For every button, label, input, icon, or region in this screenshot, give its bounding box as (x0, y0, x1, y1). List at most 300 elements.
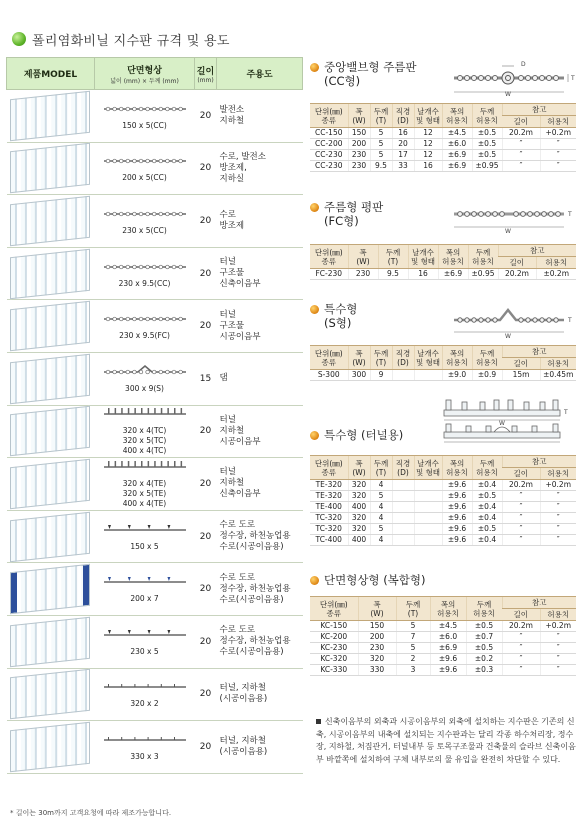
spec-cell: ″ (540, 513, 576, 524)
cross-section-rib (134, 408, 136, 414)
header-use: 주용도 (217, 58, 303, 90)
fc-w-label: W (505, 228, 511, 234)
cross-section-rib (139, 212, 143, 216)
cross-section-rib (174, 684, 175, 687)
cross-section-rib (141, 408, 143, 414)
cross-section-rib (159, 265, 163, 269)
tunnel-w-label: W (499, 420, 505, 427)
spec-header-cell: 폭의 허용치 (442, 346, 472, 370)
spec-cell: ±6.9 (442, 150, 472, 161)
cross-section-rib (152, 212, 156, 216)
spec-cell: 4 (370, 480, 392, 491)
spec-header-cell: 허용치 (540, 358, 576, 370)
cross-section-rib (165, 107, 169, 111)
spec-header-cell: 날개수 및 형태 (408, 245, 438, 269)
spec-group-header: 참고 (502, 456, 576, 468)
spec-cell: ″ (502, 535, 540, 546)
cross-section-rib (167, 525, 170, 529)
spec-cell: ″ (502, 665, 540, 676)
spec-cell: ″ (540, 502, 576, 513)
spec-header-cell: 폭 (W) (348, 104, 370, 128)
spec-cell (414, 502, 442, 513)
spec-cell: CC-200 (310, 139, 348, 150)
cross-section-rib (172, 160, 176, 164)
section-kc (310, 573, 576, 587)
cross-section-rib (154, 408, 156, 414)
waterstop-sheet-image (10, 248, 90, 298)
spec-cell: 20.2m (502, 480, 540, 491)
page-header (12, 30, 230, 48)
section-title: 특수형 (터널용) (310, 428, 576, 442)
spec-header-cell: 두께 (T) (370, 456, 392, 480)
spec-cell: 230 (348, 161, 370, 172)
use-cell: 발전소 지하철 (217, 90, 303, 143)
cross-section-rib (134, 684, 135, 687)
cross-section-rib (112, 370, 116, 374)
cross-section-rib (160, 408, 162, 414)
product-image-cell (7, 668, 95, 721)
section-spec-label: 320 x 2 (130, 699, 159, 709)
spec-header-cell: 단위(㎜) 종류 (310, 456, 348, 480)
spec-cell: ±9.6 (430, 665, 466, 676)
spec-cell: 5 (370, 491, 392, 502)
length-cell: 20 (195, 142, 217, 195)
spec-cell: ″ (540, 535, 576, 546)
cross-section-rib (165, 212, 169, 216)
spec-cell: ″ (502, 139, 540, 150)
spec-cell: 5 (370, 524, 392, 535)
length-cell: 20 (195, 300, 217, 353)
section-cell (95, 615, 195, 668)
spec-cell: ±9.6 (442, 513, 472, 524)
spec-cell: ±6.9 (438, 269, 468, 280)
spec-cell: KC-320 (310, 654, 358, 665)
section-spec-label: 230 x 5(CC) (122, 225, 167, 235)
cross-section-rib (174, 737, 175, 740)
section-spec-label: 200 x 5(CC) (122, 173, 167, 183)
cross-section-rib (141, 461, 143, 467)
spec-cell (392, 535, 414, 546)
cross-section-rib (180, 408, 182, 414)
spec-header-cell: 길이 (502, 609, 540, 621)
tunnel-t-label: T (564, 409, 568, 416)
section-cell (95, 405, 195, 458)
cross-section-rib (147, 684, 148, 687)
spec-cell: 9.5 (378, 269, 408, 280)
cross-section-rib (121, 461, 123, 467)
fc-t-label: T (568, 211, 572, 218)
spec-cell: ±0.9 (472, 370, 502, 381)
section-cell (95, 90, 195, 143)
s-w-label: W (505, 333, 511, 338)
waterstop-sheet-image (10, 564, 90, 614)
spec-cell (392, 502, 414, 513)
cross-section-rib (106, 160, 110, 164)
spec-header-cell: 폭의 허용치 (442, 104, 472, 128)
spec-cell: ″ (502, 643, 540, 654)
spec-header-cell: 길이 (498, 257, 536, 269)
cross-section-rib (126, 265, 130, 269)
spec-cell: ″ (540, 524, 576, 535)
spec-cell: ±9.6 (442, 524, 472, 535)
cross-section-rib (145, 265, 149, 269)
spec-cell: 20.2m (502, 128, 540, 139)
cross-section-rib (174, 408, 176, 414)
spec-cell: ″ (502, 524, 540, 535)
product-row (7, 300, 303, 353)
cross-section-rib (172, 265, 176, 269)
section-cell (95, 247, 195, 300)
waterstop-sheet-image (10, 406, 90, 456)
spec-cell: 9 (370, 370, 392, 381)
spec-cell: ±0.3 (466, 665, 502, 676)
spec-cell (414, 524, 442, 535)
spec-cell: ″ (540, 161, 576, 172)
cross-section-rib (165, 265, 169, 269)
orange-bullet-icon (310, 63, 319, 72)
cross-section-rib (132, 212, 136, 216)
spec-header-cell: 두께 (T) (378, 245, 408, 269)
spec-cell: ″ (540, 665, 576, 676)
spec-cell: ″ (540, 654, 576, 665)
waterstop-sheet-image (10, 196, 90, 246)
length-cell: 15 (195, 352, 217, 405)
spec-header-cell: 날개수 및 형태 (414, 346, 442, 370)
cross-section-rib (126, 317, 130, 321)
spec-row (310, 480, 576, 491)
cross-section-rib (147, 630, 150, 634)
spec-cell: 5 (396, 643, 430, 654)
spec-cell: 7 (396, 632, 430, 643)
cross-section-rib (160, 461, 162, 467)
spec-header-cell: 허용치 (540, 468, 576, 480)
length-cell: 20 (195, 721, 217, 774)
spec-group-header: 참고 (502, 346, 576, 358)
spec-cell: 12 (414, 128, 442, 139)
cross-section-rib (108, 525, 111, 529)
spec-cell (414, 370, 442, 381)
spec-header-cell: 두께 (T) (370, 104, 392, 128)
cross-section-rib (147, 737, 148, 740)
cross-section-rib (126, 212, 130, 216)
spec-cell: 33 (392, 161, 414, 172)
spec-cell (414, 480, 442, 491)
spec-cell: 20.2m (502, 621, 540, 632)
square-bullet-icon (316, 719, 321, 724)
cross-section-rib (165, 370, 169, 374)
cross-section-rib (108, 577, 111, 581)
spec-cell: ±0.5 (472, 139, 502, 150)
spec-cell: ±0.5 (472, 491, 502, 502)
cross-section-rib (132, 107, 136, 111)
spec-row (310, 161, 576, 172)
spec-cell: ±0.4 (472, 535, 502, 546)
cross-section-rib (112, 212, 116, 216)
length-cell: 20 (195, 668, 217, 721)
cross-section-icon (100, 574, 190, 588)
spec-cell (392, 370, 414, 381)
cross-section-rib (126, 107, 130, 111)
cross-section-rib (178, 265, 182, 269)
cross-section-rib (127, 630, 130, 634)
product-image-cell (7, 142, 95, 195)
cross-section-rib (106, 317, 110, 321)
cross-section-rib (147, 525, 150, 529)
cross-section-rib (119, 265, 123, 269)
spec-cell: 150 (348, 128, 370, 139)
orange-bullet-icon (310, 203, 319, 212)
s-diagram (446, 302, 576, 338)
cross-section-rib (145, 107, 149, 111)
header-section (95, 58, 195, 90)
spec-cell: 5 (370, 128, 392, 139)
header-length-label: 길이 (196, 66, 215, 77)
cross-section-rib (106, 212, 110, 216)
spec-cell: ″ (502, 161, 540, 172)
waterstop-sheet-image (10, 722, 90, 772)
product-table-header (7, 58, 303, 90)
cross-section-rib (178, 370, 182, 374)
cross-section-rib (121, 408, 123, 414)
cross-section-rib (152, 265, 156, 269)
cross-section-rib (132, 317, 136, 321)
spec-cell: ±6.9 (442, 161, 472, 172)
cross-section-rib (147, 461, 149, 467)
spec-header-cell: 두께 허용치 (472, 346, 502, 370)
spec-group-header: 참고 (502, 597, 576, 609)
length-cell: 20 (195, 458, 217, 511)
spec-cell: ±0.95 (468, 269, 498, 280)
cross-section-rib (178, 212, 182, 216)
section-spec-label: 230 x 9.5(CC) (118, 278, 171, 288)
spec-cell: ±0.7 (466, 632, 502, 643)
spec-cell: ±9.6 (442, 502, 472, 513)
cross-section-rib (106, 107, 110, 111)
cross-section-rib (178, 317, 182, 321)
spec-row (310, 128, 576, 139)
spec-row (310, 139, 576, 150)
cross-section-rib (119, 212, 123, 216)
s-t-label: T (568, 317, 572, 324)
spec-cell (414, 535, 442, 546)
orange-bullet-icon (310, 305, 319, 314)
spec-cell: 230 (358, 643, 396, 654)
waterstop-sheet-image (10, 143, 90, 193)
product-row (7, 563, 303, 616)
spec-cell: ″ (540, 632, 576, 643)
section-cell (95, 510, 195, 563)
spec-row (310, 643, 576, 654)
cross-section-rib (172, 212, 176, 216)
fc-spec-table (310, 244, 576, 280)
section-spec-label: 320 x 4(TC) 320 x 5(TC) 400 x 4(TC) (122, 426, 167, 456)
cross-section-rib (108, 684, 109, 687)
spec-header-cell: 길이 (502, 468, 540, 480)
cross-section-rib (165, 317, 169, 321)
cross-section-rib (106, 370, 110, 374)
spec-header-cell: 두께 허용치 (466, 597, 502, 621)
product-row (7, 195, 303, 248)
section-cell (95, 300, 195, 353)
spec-cell: 320 (348, 524, 370, 535)
spec-cell: ″ (502, 513, 540, 524)
spec-header-cell: 길이 (502, 116, 540, 128)
spec-cell: ±0.5 (472, 128, 502, 139)
cross-section-rib (119, 107, 123, 111)
waterstop-sheet-image (10, 459, 90, 509)
use-cell: 터널 구조물 신축이음부 (217, 247, 303, 300)
section-spec-label: 150 x 5 (130, 541, 159, 551)
cross-section-rib (174, 461, 176, 467)
cross-section-rib (121, 684, 122, 687)
spec-header-cell: 허용치 (540, 609, 576, 621)
note-text: 신축이음부의 외축과 시공이음부의 외축에 설치하는 지수판은 기존의 신축, 시공이음부의 내축에 설치되는 지수판과는 달리 각종 하수처리장, 정수장, 지하철, 처짐관거, 터널내부 등 토목구조물과 건축물의 슬라브 신축이음부 바깥쪽에 설치하여 구체 내부로의 물 유입을 완전히 차단할 수 있다. (316, 717, 576, 764)
section-spec-label: 300 x 9(S) (125, 383, 164, 393)
product-row (7, 615, 303, 668)
fc-diagram (446, 200, 576, 234)
section-cell (95, 563, 195, 616)
section-cell (95, 352, 195, 405)
cross-section-rib (106, 265, 110, 269)
spec-row (310, 269, 576, 280)
cross-section-rib (126, 160, 130, 164)
section-title: 특수형 (S형) (310, 302, 576, 330)
spec-cell: ″ (502, 491, 540, 502)
spec-cell: 4 (370, 535, 392, 546)
spec-row (310, 491, 576, 502)
spec-header-cell: 직경 (D) (392, 346, 414, 370)
cross-section-rib (108, 630, 111, 634)
cross-section-rib (108, 737, 109, 740)
section-spec-label: 200 x 7 (130, 594, 159, 604)
spec-header-cell: 단위(㎜) 종류 (310, 245, 348, 269)
spec-cell: ±4.5 (442, 128, 472, 139)
spec-cell: ±6.0 (442, 139, 472, 150)
product-row (7, 247, 303, 300)
length-cell: 20 (195, 90, 217, 143)
cross-section-rib (145, 317, 149, 321)
spec-row (310, 535, 576, 546)
section-cell (95, 458, 195, 511)
cross-section-icon (100, 153, 190, 167)
cross-section-icon (100, 259, 190, 273)
spec-row (310, 665, 576, 676)
spec-cell: ±0.5 (472, 524, 502, 535)
cross-section-rib (139, 370, 143, 374)
spec-cell: ″ (502, 150, 540, 161)
spec-row (310, 524, 576, 535)
green-bullet-icon (12, 32, 26, 46)
cross-section-rib (159, 317, 163, 321)
spec-header-cell: 폭의 허용치 (442, 456, 472, 480)
spec-cell: ±9.0 (442, 370, 472, 381)
product-image-cell (7, 615, 95, 668)
product-row (7, 352, 303, 405)
spec-header-row (310, 104, 576, 116)
use-cell: 수로 도로 정수장, 하천농업용 수로(시공이음용) (217, 615, 303, 668)
cross-section-icon (100, 206, 190, 220)
use-cell: 터널 지하철 시공이음부 (217, 405, 303, 458)
spec-header-cell: 두께 허용치 (468, 245, 498, 269)
spec-header-cell: 허용치 (540, 116, 576, 128)
cc-w-label: W (505, 91, 511, 98)
spec-header-row (310, 245, 576, 257)
spec-cell: +0.2m (540, 621, 576, 632)
spec-cell: KC-200 (310, 632, 358, 643)
cross-section-icon (100, 311, 190, 325)
waterstop-sheet-image (10, 354, 90, 404)
spec-header-cell: 폭 (W) (348, 346, 370, 370)
cross-section-rib (134, 461, 136, 467)
use-cell: 터널 지하철 신축이음부 (217, 458, 303, 511)
kc-spec-table (310, 596, 576, 676)
spec-cell (414, 513, 442, 524)
cross-section-rib (114, 408, 116, 414)
use-cell: 수로 도로 정수장, 하천농업용 수로(시공이음용) (217, 510, 303, 563)
cross-section-rib (139, 265, 143, 269)
cross-section-rib (178, 160, 182, 164)
spec-row (310, 632, 576, 643)
spec-cell: TC-400 (310, 535, 348, 546)
spec-cell: 4 (370, 513, 392, 524)
cross-section-rib (167, 630, 170, 634)
section-title: 주름형 평판 (FC형) (310, 200, 576, 228)
spec-cell: 3 (396, 665, 430, 676)
cc-d-label: D (521, 61, 526, 68)
spec-header-cell: 폭의 허용치 (430, 597, 466, 621)
cross-section-rib (134, 737, 135, 740)
spec-header-cell: 단위(㎜) 종류 (310, 104, 348, 128)
spec-cell: ±0.4 (472, 513, 502, 524)
spec-cell: ″ (540, 139, 576, 150)
spec-cell: KC-330 (310, 665, 358, 676)
cross-section-rib (119, 317, 123, 321)
length-cell: 20 (195, 563, 217, 616)
spec-header-cell: 단위(㎜) 종류 (310, 346, 348, 370)
spec-cell: 16 (392, 128, 414, 139)
spec-cell: ±0.4 (472, 480, 502, 491)
s-spec-table (310, 345, 576, 381)
spec-cell: +0.2m (540, 128, 576, 139)
spec-cell: 320 (358, 654, 396, 665)
use-cell: 수로 방조제 (217, 195, 303, 248)
spec-cell: ±9.6 (442, 480, 472, 491)
spec-header-cell: 직경 (D) (392, 104, 414, 128)
spec-cell: ±6.9 (430, 643, 466, 654)
orange-bullet-icon (310, 431, 319, 440)
spec-cell: ±9.6 (430, 654, 466, 665)
cc-t-label: T (571, 75, 575, 82)
spec-cell: 230 (348, 269, 378, 280)
spec-cell: ±0.95 (472, 161, 502, 172)
spec-header-row (310, 346, 576, 358)
spec-cell: 330 (358, 665, 396, 676)
cross-section-rib (112, 265, 116, 269)
spec-row (310, 502, 576, 513)
length-cell: 20 (195, 615, 217, 668)
spec-cell (392, 480, 414, 491)
cross-section-rib (167, 577, 170, 581)
spec-header-cell: 폭 (W) (348, 245, 378, 269)
spec-cell: 200 (358, 632, 396, 643)
cross-section-rib (127, 461, 129, 467)
cross-section-rib (152, 317, 156, 321)
spec-header-cell: 날개수 및 형태 (414, 104, 442, 128)
product-row (7, 405, 303, 458)
spec-cell: 200 (348, 139, 370, 150)
orange-bullet-icon (310, 576, 319, 585)
spec-cell: 400 (348, 535, 370, 546)
